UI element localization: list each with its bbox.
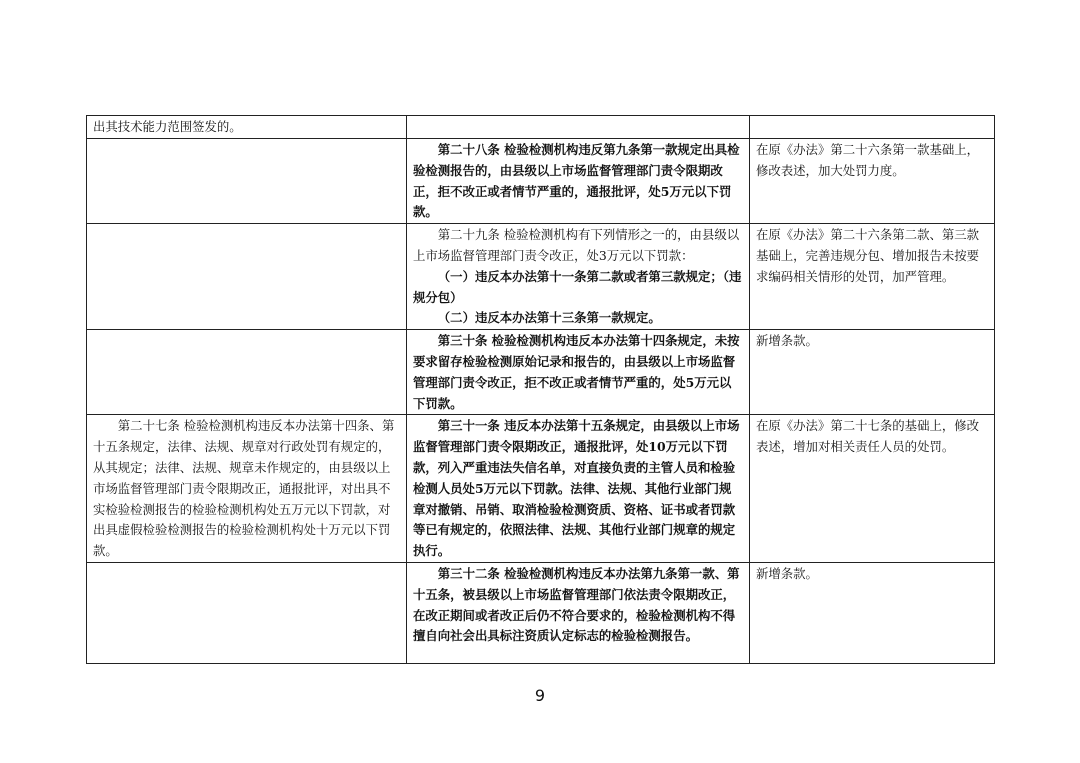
note-text: 新增条款。 bbox=[756, 565, 818, 581]
page-number: 9 bbox=[534, 686, 546, 705]
note-cell bbox=[750, 139, 995, 224]
new-text-cell bbox=[407, 562, 750, 663]
new-text-item: （二）违反本办法第十三条第一款规定。 bbox=[437, 310, 661, 326]
table-row bbox=[87, 116, 995, 139]
new-text-cell bbox=[407, 139, 750, 224]
note-cell bbox=[750, 415, 995, 563]
table-row bbox=[87, 224, 995, 330]
note-text: 新增条款。 bbox=[756, 333, 818, 349]
note-cell bbox=[750, 116, 995, 139]
new-text: 第三十一条 违反本办法第十五条规定，由县级以上市场监督管理部门责令限期改正，通报批评，处10万元以下罚款，列入严重违法失信名单，对直接负责的主管人员和检验检测人员处5万元以下罚款。法律、法规、其他行业部门规章对撤销、吊销、取消检验检测资质、资格、证书或者罚款等已有规定的，依照法律、法规、其他行业部门规章的规定执行。 bbox=[413, 418, 740, 559]
old-text-cell bbox=[87, 415, 407, 563]
note-cell bbox=[750, 562, 995, 663]
new-text-cell bbox=[407, 116, 750, 139]
new-text: 第二十九条 检验检测机构有下列情形之一的，由县级以上市场监督管理部门责令改正，处3万元以下罚款： bbox=[413, 227, 740, 263]
old-text: 第二十七条 检验检测机构违反本办法第十四条、第十五条规定，法律、法规、规章对行政处罚有规定的，从其规定；法律、法规、规章未作规定的，由县级以上市场监督管理部门责令限期改正，通报批评，对出具不实检验检测报告的检验检测机构处五万元以下罚款，对出具虚假检验检测报告的检验检测机构处十万元以下罚款。 bbox=[93, 418, 395, 559]
table-row bbox=[87, 415, 995, 563]
old-text-cell bbox=[87, 116, 407, 139]
new-text: 第三十二条 检验检测机构违反本办法第九条第一款、第十五条，被县级以上市场监督管理部门依法责令限期改正，在改正期间或者改正后仍不符合要求的，检验检测机构不得擅自向社会出具标注资质认定标志的检验检测报告。 bbox=[413, 565, 740, 644]
note-cell bbox=[750, 224, 995, 330]
new-text-item: （一）违反本办法第十一条第二款或者第三款规定；（违规分包） bbox=[413, 268, 742, 305]
old-text-cell bbox=[87, 139, 407, 224]
old-text: 出其技术能力范围签发的。 bbox=[93, 119, 242, 134]
table-row bbox=[87, 330, 995, 415]
note-text: 在原《办法》第二十七条的基础上，修改表述，增加对相关责任人员的处罚。 bbox=[756, 418, 980, 455]
table-row bbox=[87, 562, 995, 663]
old-text-cell bbox=[87, 330, 407, 415]
table-row bbox=[87, 139, 995, 224]
note-text: 在原《办法》第二十六条第二款、第三款基础上，完善违规分包、增加报告未按要求编码相关情形的处罚，加严管理。 bbox=[756, 227, 980, 284]
old-text-cell bbox=[87, 562, 407, 663]
note-cell bbox=[750, 330, 995, 415]
comparison-table bbox=[86, 115, 995, 664]
old-text-cell bbox=[87, 224, 407, 330]
new-text: 第二十八条 检验检测机构违反第九条第一款规定出具检验检测报告的，由县级以上市场监督管理部门责令限期改正，拒不改正或者情节严重的，通报批评，处5万元以下罚款。 bbox=[413, 142, 740, 220]
note-text: 在原《办法》第二十六条第一款基础上，修改表述，加大处罚力度。 bbox=[756, 142, 980, 178]
new-text-cell bbox=[407, 224, 750, 330]
new-text-cell bbox=[407, 330, 750, 415]
new-text-cell bbox=[407, 415, 750, 563]
new-text: 第三十条 检验检测机构违反本办法第十四条规定，未按要求留存检验检测原始记录和报告的，由县级以上市场监督管理部门责令改正，拒不改正或者情节严重的，处5万元以下罚款。 bbox=[413, 333, 740, 411]
